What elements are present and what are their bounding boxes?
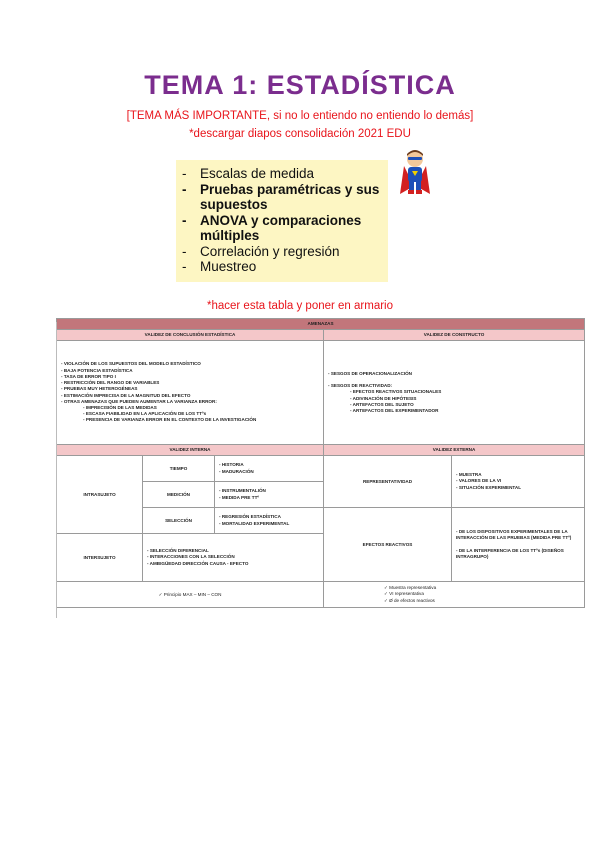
ve-header: VALIDEZ EXTERNA: [324, 445, 585, 456]
footer-right: [324, 582, 585, 608]
list-item: - AMBIGÜEDAD DIRECCIÓN CAUSA - EFECTO: [147, 560, 249, 566]
list-item: - REGRESIÓN ESTADÍSTICA: [219, 514, 281, 520]
list-item: - ARTEFACTOS DEL SUJETO: [350, 401, 414, 407]
seleccion-items: [215, 508, 324, 534]
page-margin-line: [56, 322, 57, 618]
list-item: - SITUACIÓN EXPERIMENTAL: [456, 484, 522, 490]
superhero-icon: [398, 148, 432, 198]
check-icon: ✓: [384, 597, 388, 603]
vc-list: [328, 371, 580, 414]
tiempo-items: [215, 456, 324, 482]
list-item: - ESCASA FIABILIDAD EN LA APLICACIÓN DE LOS TTºs: [83, 411, 207, 417]
intersujeto-label: INTERSUJETO: [57, 534, 143, 582]
list-item: ✓ Ø de efectos reactivos: [384, 597, 435, 603]
list-item: - INSTRUMENTALIÓN: [219, 488, 266, 494]
list-item: - SELECCIÓN DIFERENCIAL: [147, 548, 209, 554]
table-title: AMENAZAS: [57, 319, 585, 330]
list-item: - MUESTRA: [456, 472, 482, 478]
importance-note: [TEMA MÁS IMPORTANTE, si no lo entiendo no entiendo lo demás]: [126, 110, 474, 122]
list-item: - RESTRICCIÓN DEL RANGO DE VARIABLES: [61, 380, 160, 386]
list-item: - BAJA POTENCIA ESTADÍSTICA: [61, 367, 133, 373]
topics-box: [176, 160, 388, 282]
list-item: - MEDIDA PRE TTº: [219, 494, 260, 500]
medicion-items: [215, 482, 324, 508]
list-item: - EFECTOS REACTIVOS SITUACIONALES: [350, 389, 442, 395]
vce-cell: [57, 341, 324, 445]
efectos-items: [452, 508, 585, 582]
intersujeto-items: [143, 534, 324, 582]
table-note: *hacer esta tabla y poner en armario: [206, 300, 394, 312]
vce-list: [61, 361, 319, 423]
vc-header: VALIDEZ DE CONSTRUCTO: [324, 330, 585, 341]
threats-table: [56, 318, 585, 608]
topic-item: - Correlación y regresión: [182, 243, 340, 259]
list-item: ✓ Muestra representativa: [384, 585, 437, 591]
list-item: - IMPRECISIÓN DE LAS MEDIDAS: [83, 404, 157, 410]
list-item: - HISTORIA: [219, 462, 244, 468]
representatividad-label: REPRESENTATIVIDAD: [324, 456, 452, 508]
download-note: *descargar diapos consolidación 2021 EDU: [189, 128, 411, 140]
check-icon: ✓: [384, 591, 388, 597]
list-item: ✓ VI representativa: [384, 591, 424, 597]
topics-list: [176, 160, 388, 275]
list-item: - SESGOS DE OPERACIONALIZACIÓN: [328, 370, 412, 376]
list-item: - VIOLACIÓN DE LOS SUPUESTOS DEL MODELO ESTADÍSTICO: [61, 361, 201, 367]
check-icon: ✓: [384, 585, 388, 591]
repr-items: [452, 456, 585, 508]
page-title: TEMA 1: ESTADÍSTICA: [144, 70, 456, 100]
list-item: - OTRAS AMENAZAS QUE PUEDEN AUMENTAR LA VARIANZA ERROR:: [61, 398, 217, 404]
list-item: - INTERACCIONES CON LA SELECCIÓN: [147, 554, 235, 560]
topic-item: - ANOVA y comparaciones múltiples: [182, 212, 362, 243]
topic-item: - Muestreo: [182, 259, 257, 274]
vce-header: VALIDEZ DE CONCLUSIÓN ESTADÍSTICA: [57, 330, 324, 341]
efectos-reactivos-label: EFECTOS REACTIVOS: [324, 508, 452, 582]
footer-left: ✓ Principio MAX – MIN – CON: [57, 582, 324, 608]
topic-item: - Pruebas paramétricas y sus supuestos: [182, 181, 380, 212]
list-item: - SESGOS DE REACTIVIDAD:: [328, 383, 393, 389]
list-item: - PRESENCIA DE VARIANZA ERROR EN EL CONTEXTO DE LA INVESTIGACIÓN: [83, 417, 257, 423]
list-item: - TASA DE ERROR TIPO I: [61, 373, 116, 379]
vc-cell: [324, 341, 585, 445]
list-item: - MADURACIÓN: [219, 468, 254, 474]
list-item: - ESTIMACIÓN IMPRECISA DE LA MAGNITUD DEL EFECTO: [61, 392, 191, 398]
intrasujeto-label: INTRASUJETO: [57, 456, 143, 534]
list-item: - DE LA INTERFERENCIA DE LOS TTºs (DISEÑOS INTRAGRUPO): [456, 547, 564, 559]
list-item: - VALORES DE LA VI: [456, 478, 502, 484]
list-item: - DE LOS DISPOSITIVOS EXPERIMENTALES DE LA INTERACCIÓN DE LAS PRUEBAS (MEDIDA PRE TTº): [456, 528, 572, 541]
list-item: - MORTALIDAD EXPERIMENTAL: [219, 520, 290, 526]
check-icon: ✓: [158, 591, 163, 597]
list-item: - ARTEFACTOS DEL EXPERIMENTADOR: [350, 408, 439, 413]
list-item: - ADIVINACIÓN DE HIPÓTESIS: [350, 395, 417, 401]
topic-item: - Escalas de medida: [182, 166, 315, 181]
medicion-label: MEDICIÓN: [143, 482, 215, 508]
list-item: - PRUEBAS MUY HETEROGÉNEAS: [61, 386, 138, 392]
seleccion-label: SELECCIÓN: [143, 508, 215, 534]
tiempo-label: TIEMPO: [143, 456, 215, 482]
vi-header: VALIDEZ INTERNA: [57, 445, 324, 456]
